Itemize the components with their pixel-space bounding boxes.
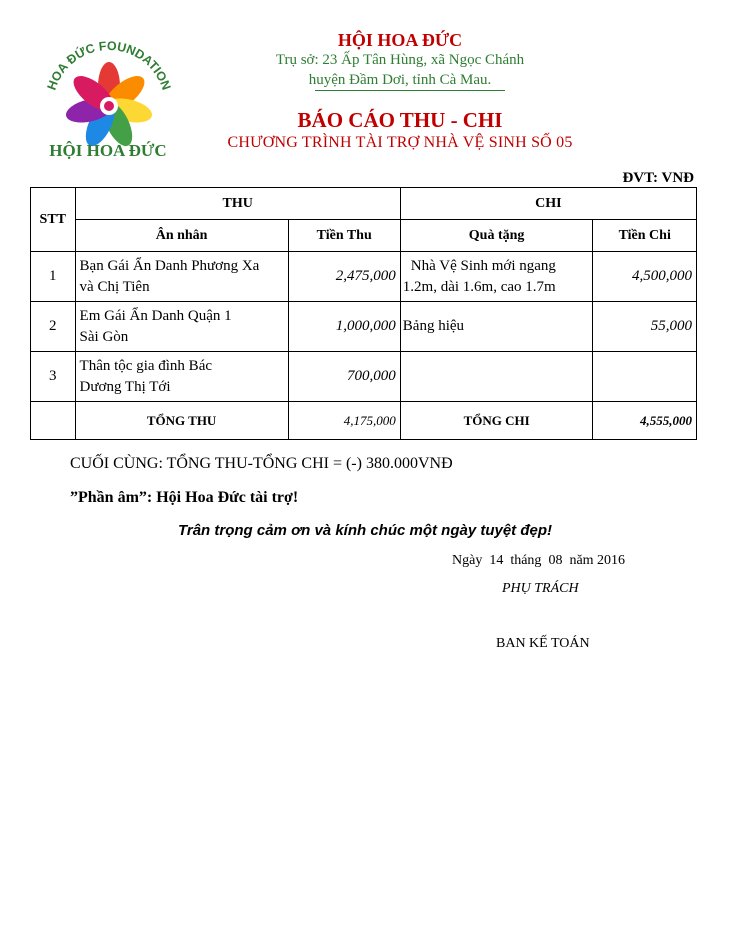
row-an-nhan [75,352,288,402]
table-header-row-2 [31,220,697,252]
an-nhan-line2: Sài Gòn [79,328,129,345]
deficit-note: ”Phần âm”: Hội Hoa Đức tài trợ! [70,489,299,506]
date-thang: tháng [510,553,542,568]
row-an-nhan [75,302,288,352]
total-chi-label: TỔNG CHI [400,402,593,440]
row-tien-chi: 55,000 [593,302,697,352]
logo-arc-text: HOA ĐỨC FOUNDATION [44,38,174,92]
row-tien-chi: 4,500,000 [593,252,697,302]
stt-header: STT [31,188,76,252]
table-row [31,352,697,402]
table-row [31,302,697,352]
row-tien-thu: 700,000 [288,352,400,402]
an-nhan-line1: Em Gái Ẩn Danh Quận 1 [79,307,232,324]
flower-logo-icon [31,28,186,178]
row-stt: 3 [31,352,76,402]
thanks-message: Trân trọng cảm ơn và kính chúc một ngày tuyệt đẹp! [177,522,553,539]
row-qua-tang: Bảng hiệu [400,302,593,352]
col-an-nhan: Ân nhân [75,220,288,252]
report-date [452,553,625,569]
org-address-line2: huyện Đầm Dơi, tỉnh Cà Mau. [308,72,492,88]
an-nhan-line1: Thân tộc gia đình Bác [79,357,213,374]
logo-petals [64,62,155,150]
row-an-nhan [75,252,288,302]
totals-stt-empty [31,402,76,440]
report-subtitle: CHƯƠNG TRÌNH TÀI TRỢ NHÀ VỆ SINH SỐ 05 [227,134,573,151]
report-title: BÁO CÁO THU - CHI [297,108,503,132]
row-stt: 2 [31,302,76,352]
org-address-line1: Trụ sở: 23 Ấp Tân Hùng, xã Ngọc Chánh [275,52,525,68]
chi-header: CHI [400,188,696,220]
row-tien-thu: 1,000,000 [288,302,400,352]
row-qua-tang [400,252,593,302]
row-tien-thu: 2,475,000 [288,252,400,302]
row-qua-tang [400,352,593,402]
totals-row [31,402,697,440]
currency-unit: ĐVT: VNĐ [622,170,694,186]
col-tien-thu: Tiền Thu [288,220,400,252]
date-ngay: Ngày [452,553,483,568]
date-year: 2016 [597,553,626,568]
date-month: 08 [548,553,563,568]
total-thu-label: TỔNG THU [75,402,288,440]
logo-name: HỘI HOA ĐỨC [49,141,167,160]
address-underline [315,90,505,91]
col-tien-chi: Tiền Chi [593,220,697,252]
thu-header: THU [75,188,400,220]
an-nhan-line1: Bạn Gái Ẩn Danh Phương Xa [79,257,260,274]
income-expense-table [30,187,697,440]
responsible-label: PHỤ TRÁCH [502,581,579,596]
date-day: 14 [489,553,504,568]
total-chi-value: 4,555,000 [593,402,697,440]
an-nhan-line2: và Chị Tiên [79,278,150,295]
date-nam: năm [569,553,594,568]
table-row [31,252,697,302]
org-name: HỘI HOA ĐỨC [337,30,463,50]
qua-tang-line2: 1.2m, dài 1.6m, cao 1.7m [402,278,556,295]
an-nhan-line2: Dương Thị Tới [79,378,171,395]
col-qua-tang: Quà tặng [400,220,593,252]
accounting-label: BAN KẾ TOÁN [496,636,590,651]
total-thu-value: 4,175,000 [288,402,400,440]
row-stt: 1 [31,252,76,302]
table-header-row-1 [31,188,697,220]
row-tien-chi [593,352,697,402]
qua-tang-line1: Nhà Vệ Sinh mới ngang [410,257,556,274]
final-balance: CUỐI CÙNG: TỔNG THU-TỔNG CHI = (-) 380.000VNĐ [70,455,453,472]
foundation-logo [31,28,186,178]
